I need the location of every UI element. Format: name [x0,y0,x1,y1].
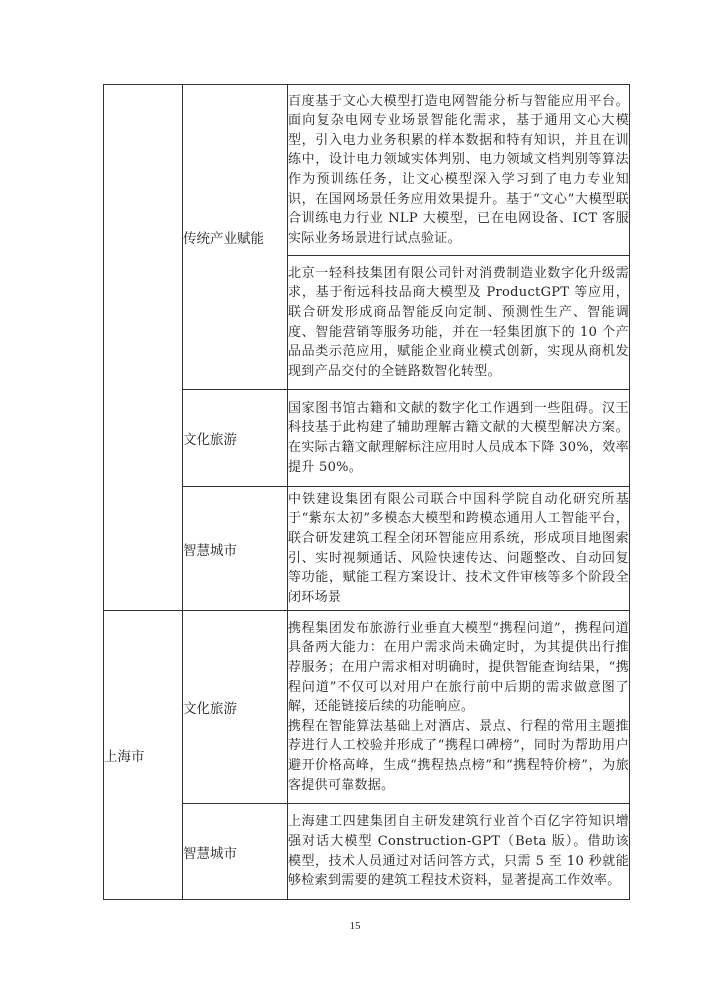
region-cell: 上海市 [104,611,183,900]
description-cell [288,85,630,256]
description-text: 携程集团发布旅游行业垂直大模型“携程问道”，携程问道具备两大能力：在用户需求尚未确定时，为其提供出行推荐服务；在用户需求相对明确时，提供智能查询结果，“携程问道”不仅可以对用户在旅行前中后期的需求做意图了解，还能链接后续的功能响应。 [288,620,629,715]
description-cell [288,256,630,390]
description-text: 中铁建设集团有限公司联合中国科学院自动化研究所基于“紫东太初”多模态大模型和跨模态通用人工智能平台，联合研发建筑工程全闭环智能应用系统，形成项目地图索引、实时视频通话、风险快速传达、问题整改、自动回复等功能，赋能工程方案设计、技术文件审核等多个阶段全闭环场景 [288,491,629,605]
region-cell [104,85,183,611]
category-cell: 文化旅游 [183,611,288,804]
description-text: 携程在智能算法基础上对酒店、景点、行程的常用主题推荐进行人工校验并形成了“携程口碑榜”，同时为帮助用户避开价格高峰，生成“携程热点榜”和“携程特价榜”，为旅客提供可靠数据。 [288,718,629,793]
category-cell: 智慧城市 [183,804,288,900]
description-text: 北京一轻科技集团有限公司针对消费制造业数字化升级需求，基于衔远科技品商大模型及 ProductGPT 等应用，联合研发形成商品智能反向定制、预测性生产、智能调度、智能营销等服务功能，并在一轻集团旗下的 10 个产品品类示范应用，赋能企业商业模式创新，实现从商机发现到产品交付的全链路数智化转型。 [288,265,629,379]
page-number: 15 [349,920,361,932]
description-cell [288,611,630,804]
description-cell [288,390,630,487]
description-cell [288,487,630,611]
category-cell: 智慧城市 [183,487,288,611]
description-text: 上海建工四建集团自主研发建筑行业首个百亿字符知识增强对话大模型 Construction-GPT（Beta 版）。借助该模型，技术人员通过对话问答方式，只需 5 至 10 秒就能够检索到需要的建筑工程技术资料，显著提高工作效率。 [288,814,629,889]
description-cell [288,804,630,900]
category-cell: 文化旅游 [183,390,288,487]
content-table [103,84,630,900]
category-cell: 传统产业赋能 [183,85,288,390]
description-text: 国家图书馆古籍和文献的数字化工作遇到一些阻碍。汉王科技基于此构建了辅助理解古籍文献的大模型解决方案。在实际古籍文献理解标注应用时人员成本下降 30%，效率提升 50%。 [288,400,629,475]
description-text: 百度基于文心大模型打造电网智能分析与智能应用平台。面向复杂电网专业场景智能化需求，基于通用文心大模型，引入电力业务积累的样本数据和特有知识，并且在训练中，设计电力领域实体判别、电力领域文档判别等算法作为预训练任务，让文心模型深入学习到了电力专业知识，在国网场景任务应用效果提升。基于“文心”大模型联合训练电力行业 NLP 大模型，已在电网设备、ICT 客服实际业务场景进行试点验证。 [288,93,629,246]
